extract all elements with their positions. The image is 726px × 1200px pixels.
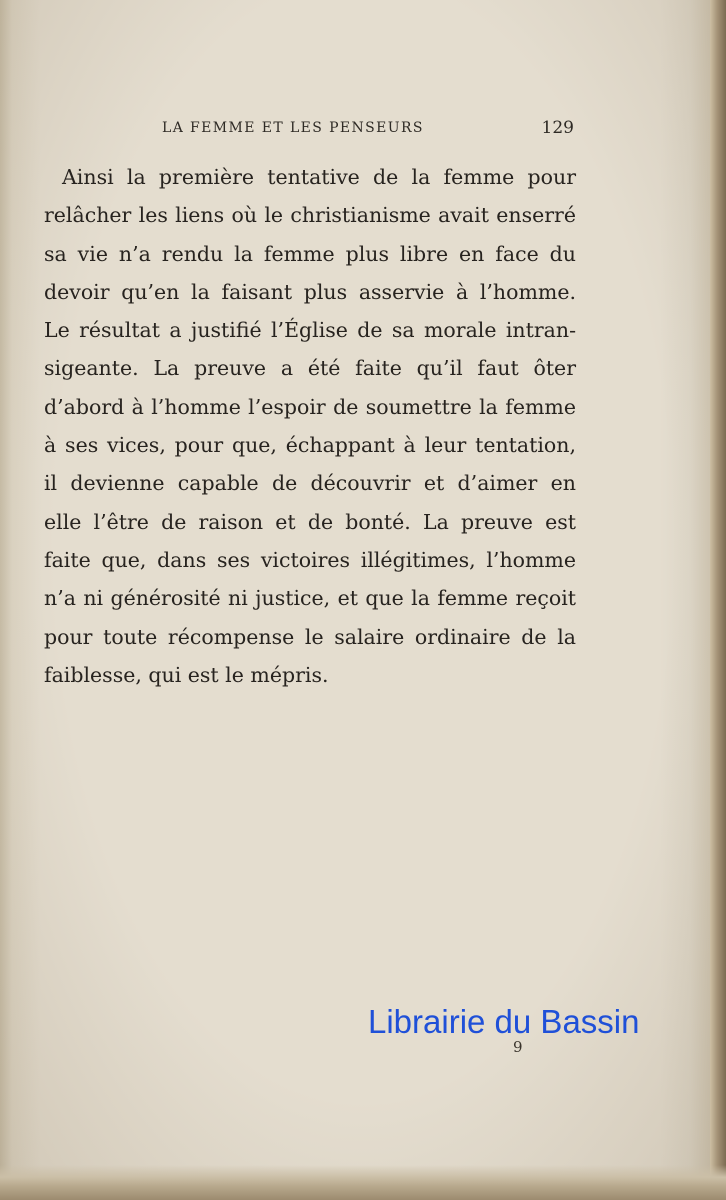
- text-line: faiblesse, qui est le mépris.: [44, 662, 329, 687]
- text-line: sa vie n’a rendu la femme plus libre en face du: [44, 241, 576, 266]
- text-line: elle l’être de raison et de bonté. La preuve est: [44, 509, 576, 534]
- page-edge-bottom: [0, 1165, 726, 1200]
- signature-mark: 9: [513, 1038, 523, 1056]
- text-line: Le résultat a justifié l’Église de sa morale intran-: [44, 318, 576, 343]
- page-number: 129: [541, 118, 574, 138]
- page-edge-right: [710, 0, 726, 1200]
- text-line: pour toute récompense le salaire ordinaire de la: [44, 624, 576, 649]
- watermark-text: Librairie du Bassin: [368, 1003, 640, 1040]
- text-line: à ses vices, pour que, échappant à leur tentation,: [44, 433, 576, 458]
- text-line: devoir qu’en la faisant plus asservie à l’homme.: [44, 279, 576, 304]
- paragraph: [44, 158, 576, 694]
- running-header: [162, 118, 574, 142]
- text-line: relâcher les liens où le christianisme avait enserré: [44, 203, 576, 228]
- running-title: LA FEMME ET LES PENSEURS: [162, 120, 424, 136]
- text-line: faite que, dans ses victoires illégitimes, l’homme: [44, 547, 576, 572]
- text-line: Ainsi la première tentative de la femme pour: [62, 165, 576, 189]
- text-line: sigeante. La preuve a été faite qu’il faut ôter: [44, 356, 576, 381]
- text-line: il devienne capable de découvrir et d’aimer en: [44, 471, 576, 496]
- text-line: d’abord à l’homme l’espoir de soumettre la femme: [44, 394, 576, 419]
- text-line: n’a ni générosité ni justice, et que la femme reçoit: [44, 586, 576, 611]
